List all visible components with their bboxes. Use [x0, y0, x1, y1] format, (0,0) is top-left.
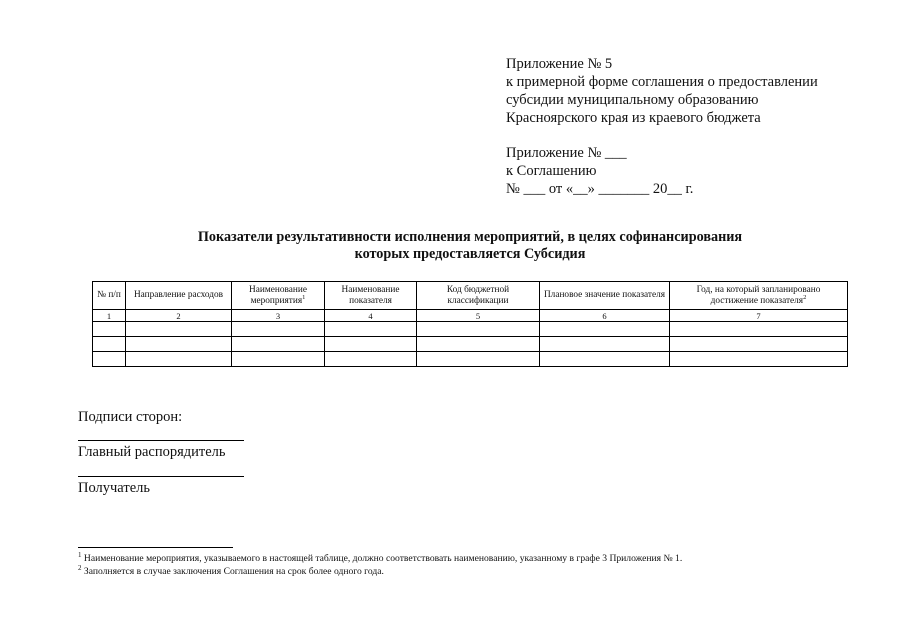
table-cell[interactable]	[93, 352, 126, 367]
table-cell[interactable]	[232, 322, 325, 337]
agreement-appendix-line: № ___ от «__» _______ 20__ г.	[506, 181, 694, 197]
column-number: 4	[325, 310, 417, 322]
table-cell[interactable]	[417, 352, 540, 367]
signatures-caption: Подписи сторон:	[78, 409, 183, 425]
header-cell: Наименование показателя	[325, 282, 417, 310]
table-cell[interactable]	[417, 337, 540, 352]
column-number: 5	[417, 310, 540, 322]
header-cell: Наименование мероприятия$^1$	[232, 282, 325, 310]
column-number-row	[93, 310, 848, 322]
appendix-line: Приложение № 5	[506, 56, 613, 72]
table-cell[interactable]	[93, 322, 126, 337]
footnote-text: Заполняется в случае заключения Соглашения на срок более одного года.	[83, 566, 384, 577]
footnote-divider	[78, 547, 233, 548]
title-line-1: Показатели результативности исполнения мероприятий, в целях софинансирования	[197, 229, 743, 245]
table-cell[interactable]	[540, 322, 670, 337]
table-cell[interactable]	[232, 352, 325, 367]
title-line-2: которых предоставляется Субсидия	[354, 246, 586, 262]
header-cell: Плановое значение показателя	[540, 282, 670, 310]
appendix-line: Красноярского края из краевого бюджета	[506, 110, 761, 126]
table-cell[interactable]	[126, 322, 232, 337]
footnote-mark: 1	[78, 550, 82, 559]
table-row	[93, 337, 848, 352]
signature-role-recipient: Получатель	[78, 480, 150, 496]
appendix-line: субсидии муниципальному образованию	[506, 92, 759, 108]
agreement-appendix-reference	[506, 144, 693, 198]
appendix-reference	[506, 55, 818, 127]
table-row	[93, 322, 848, 337]
agreement-appendix-line: Приложение № ___	[506, 145, 627, 161]
column-number: 1	[93, 310, 126, 322]
table-cell[interactable]	[126, 337, 232, 352]
footnote	[78, 563, 384, 578]
column-number: 3	[232, 310, 325, 322]
table-row	[93, 352, 848, 367]
table-cell[interactable]	[417, 322, 540, 337]
table-cell[interactable]	[670, 337, 848, 352]
footnote	[78, 550, 683, 565]
agreement-appendix-line: к Соглашению	[506, 163, 597, 179]
table-cell[interactable]	[670, 322, 848, 337]
signature-line[interactable]	[78, 440, 244, 441]
header-cell: Код бюджетной классификации	[417, 282, 540, 310]
table-cell[interactable]	[670, 352, 848, 367]
column-number: 7	[670, 310, 848, 322]
header-cell: Год, на который запланировано достижение показателя$^2$	[670, 282, 848, 310]
column-number: 2	[126, 310, 232, 322]
appendix-line: к примерной форме соглашения о предоставлении	[506, 74, 818, 90]
signature-role-main-administrator: Главный распорядитель	[78, 444, 226, 460]
header-cell: № п/п	[93, 282, 126, 310]
indicators-table	[92, 281, 848, 367]
table-cell[interactable]	[540, 352, 670, 367]
document-title	[90, 229, 850, 263]
table-cell[interactable]	[93, 337, 126, 352]
table-cell[interactable]	[325, 352, 417, 367]
table-cell[interactable]	[325, 322, 417, 337]
table-cell[interactable]	[126, 352, 232, 367]
footnote-mark: 2	[78, 563, 82, 572]
table-header-row	[93, 282, 848, 310]
table-cell[interactable]	[540, 337, 670, 352]
footnote-text: Наименование мероприятия, указываемого в настоящей таблице, должно соответствовать наименованию, указанному в графе 3 Приложения № 1.	[83, 553, 683, 564]
table-cell[interactable]	[232, 337, 325, 352]
header-cell: Направление расходов	[126, 282, 232, 310]
column-number: 6	[540, 310, 670, 322]
signature-line[interactable]	[78, 476, 244, 477]
table-cell[interactable]	[325, 337, 417, 352]
